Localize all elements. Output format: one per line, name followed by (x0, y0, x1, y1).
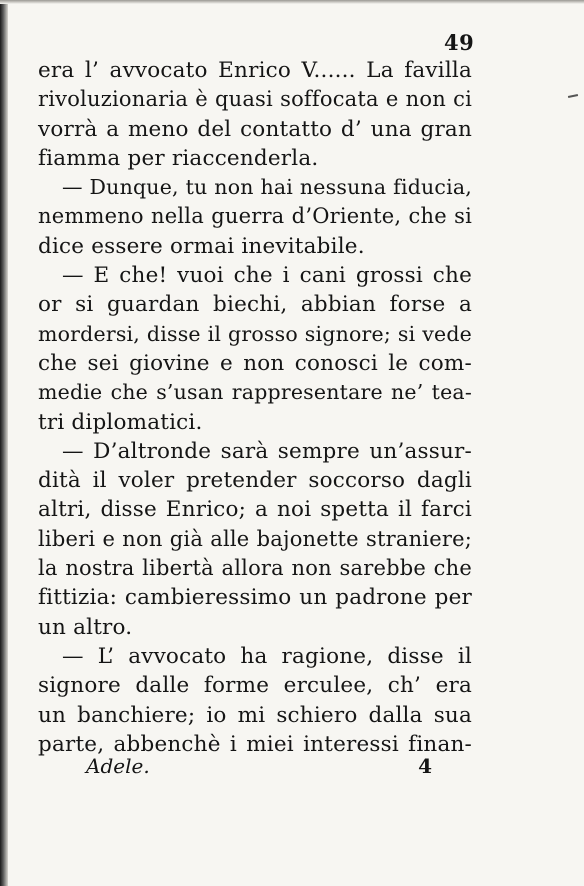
text-line: nemmeno nella guerra d’Oriente, che si (38, 204, 472, 229)
text-line: fittizia: cambieressimo un padrone per (38, 585, 472, 611)
page-top-edge (0, 0, 584, 4)
text-line: mordersi, disse il grosso signore; si vede (38, 321, 472, 346)
text-line: la nostra libertà allora non sarebbe che (38, 556, 472, 581)
text-line: medie che s’usan rappresentare ne’ tea- (38, 380, 472, 405)
text-line: — Dunque, tu non hai nessuna fiducia, (62, 175, 472, 200)
page-binding-edge (0, 0, 8, 886)
text-line: parte, abbenchè i miei interessi finan- (38, 731, 472, 757)
text-line: un banchiere; io mi schiero dalla sua (38, 702, 472, 728)
text-line: tri diplomatici. (38, 409, 203, 435)
text-line: — E che! vuoi che i cani grossi che (62, 263, 472, 289)
text-line: vorrà a meno del contatto d’ una gran (38, 116, 472, 142)
text-line: che sei giovine e non conosci le com- (38, 350, 472, 376)
text-line: liberi e non già alle bajonette straniere; (38, 526, 472, 551)
text-line: un altro. (38, 614, 133, 640)
signature-mark: 4 (418, 754, 432, 778)
text-line: altri, disse Enrico; a noi spetta il farci (38, 497, 472, 523)
body-text (38, 56, 472, 759)
margin-ink-mark (568, 94, 578, 98)
signature-title: Adele. (86, 754, 150, 778)
text-line: — L’ avvocato ha ragione, disse il (62, 643, 472, 669)
text-line: fiamma per riaccenderla. (38, 145, 319, 171)
text-line: signore dalle forme erculee, ch’ era (38, 673, 472, 699)
page-footer (86, 752, 432, 780)
text-line: dice essere ormai inevitabile. (38, 233, 365, 259)
text-line: or si guardan biechi, abbian forse a (38, 292, 472, 318)
text-line: rivoluzionaria è quasi soffocata e non ci (38, 87, 472, 112)
text-line: — D’altronde sarà sempre un’assur- (62, 438, 472, 464)
text-line: dità il voler pretender soccorso dagli (38, 468, 472, 494)
text-line: era l’ avvocato Enrico V...... La favilla (38, 58, 472, 83)
page-number: 49 (444, 30, 475, 55)
